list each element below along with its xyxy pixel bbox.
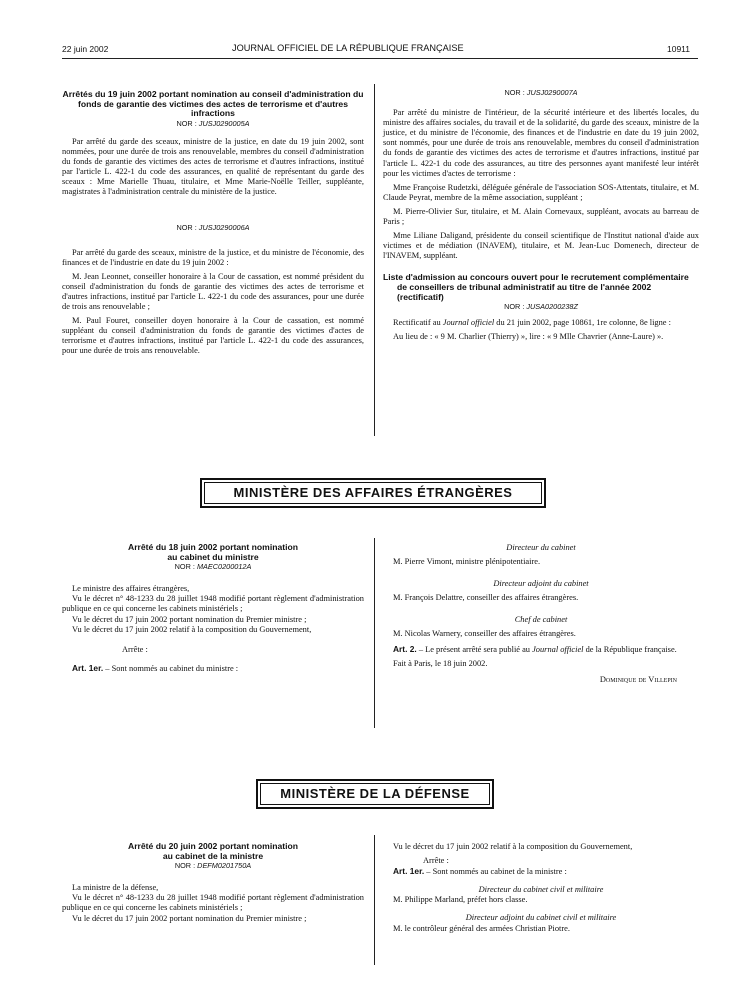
- paragraph: M. Pierre-Olivier Sur, titulaire, et M. Alain Cornevaux, suppléant, avocats au barreau de Paris ;: [383, 206, 699, 227]
- list-title: Liste d'admission au concours ouvert pour le recrutement complémentaire de conseillers de tribunal administratif au titre de l'année 2002 (rectificatif): [383, 272, 689, 302]
- article: Art. 1er. – Sont nommés au cabinet de la ministre :: [393, 866, 567, 877]
- paragraph: Par arrêté du ministre de l'intérieur, de la sécurité intérieure et des libertés locales, du ministre des affaires sociales, du travail et de la solidarité, du garde des sceaux, ministre de la justice, et du ministre de l'économie, des finances et de l'industrie en date du 19 juin 2002, sont nommés, pour une durée de trois ans renouvelable, membres du conseil d'administration du fonds de garantie des victimes des actes de terrorisme et d'autres infractions, institué par l'article L. 422-1 du code des assurances, au titre des personnes ayant manifesté leur intérêt pour les victimes d'actes de terrorisme :: [383, 108, 699, 178]
- header-page-number: 10911: [667, 44, 691, 54]
- section-defense-right: [383, 842, 699, 934]
- section-defense-left: [62, 842, 364, 924]
- ministry-banner: MINISTÈRE DE LA DÉFENSE: [256, 779, 494, 809]
- paragraph: Mme Françoise Rudetzki, déléguée générale de l'association SOS-Attentats, titulaire, et M. Claude Peyrat, membre de la même association, suppléant ;: [383, 182, 699, 202]
- paragraph: M. Jean Leonnet, conseiller honoraire à la Cour de cassation, est nommé président du conseil d'administration du fonds de garantie des victimes des actes de terrorisme et d'autres infractions, institué par l'article L. 422-1 du code des assurances, pour une durée de trois ans renouvelable ;: [62, 271, 364, 311]
- nor-reference: NOR : DEFM0201750A: [174, 861, 252, 871]
- paragraph: Vu le décret du 17 juin 2002 portant nomination du Premier ministre ;: [72, 614, 307, 624]
- paragraph: Au lieu de : « 9 M. Charlier (Thierry) », lire : « 9 Mlle Chavrier (Anne-Laure) ».: [393, 332, 664, 342]
- paragraph: Vu le décret n° 48-1233 du 28 juillet 1948 modifié portant règlement d'administration publique en ce qui concerne les cabinets ministériels ;: [62, 594, 364, 614]
- paragraph: M. Paul Fouret, conseiller doyen honoraire à la Cour de cassation, est nommé suppléant du conseil d'administration du fonds de garantie des victimes d'actes de terrorisme et d'autres infractions, institué par l'article L. 422-1 du code des assurances, pour une durée de trois ans renouvelable.: [62, 316, 364, 356]
- decree-title: Arrêtés du 19 juin 2002 portant nomination au conseil d'administration du fonds de garantie des victimes des actes de terrorisme et d'autres infractions: [62, 89, 364, 119]
- position-heading: Directeur du cabinet civil et militaire: [478, 885, 604, 895]
- position-heading: Directeur adjoint du cabinet civil et militaire: [465, 913, 617, 923]
- paragraph: Arrête :: [122, 644, 148, 654]
- paragraph: Vu le décret du 17 juin 2002 portant nomination du Premier ministre ;: [72, 913, 307, 923]
- paragraph: Rectificatif au Journal officiel du 21 juin 2002, page 10861, 1re colonne, 8e ligne :: [393, 318, 671, 328]
- signature: Dominique de Villepin: [599, 674, 677, 684]
- paragraph: Vu le décret du 17 juin 2002 relatif à la composition du Gouvernement,: [393, 842, 633, 851]
- ministry-banner: MINISTÈRE DES AFFAIRES ÉTRANGÈRES: [200, 478, 546, 508]
- header-date: 22 juin 2002: [62, 44, 109, 54]
- nor-reference: NOR : JUSJ0290006A: [176, 223, 250, 233]
- position-heading: Chef de cabinet: [514, 615, 568, 625]
- position-heading: Directeur adjoint du cabinet: [493, 579, 589, 589]
- nor-reference: NOR : MAEC0200012A: [174, 562, 252, 572]
- decree-title: Arrêté du 18 juin 2002 portant nomination au cabinet du ministre: [128, 542, 298, 562]
- paragraph: Par arrêté du garde des sceaux, ministre de la justice, en date du 19 juin 2002, sont nommées, pour une durée de trois ans renouvelable, membres du conseil d'administration du fonds de garantie des victimes des actes de terrorisme et d'autres infractions, institué par l'article L. 422-1 du code des assurances, en qualité de représentant du garde des sceaux : Mme Marielle Thuau, titulaire, et Mme Marie-Noëlle Teiller, suppléante, magistrates à l'administration centrale du ministère de la justice.: [62, 136, 364, 197]
- paragraph: M. Nicolas Warnery, conseiller des affaires étrangères.: [393, 629, 576, 639]
- paragraph: Vu le décret du 17 juin 2002 relatif à la composition du Gouvernement,: [72, 624, 312, 634]
- paragraph: M. Pierre Vimont, ministre plénipotentiaire.: [393, 557, 541, 567]
- paragraph: Par arrêté du garde des sceaux, ministre de la justice, et du ministre de l'économie, des finances et de l'industrie en date du 19 juin 2002 :: [62, 247, 364, 267]
- column-divider: [374, 84, 375, 436]
- section-foreign-left: [62, 543, 364, 674]
- column-divider: [374, 835, 375, 965]
- paragraph: Mme Liliane Daligand, présidente du conseil scientifique de l'Institut national d'aide aux victimes et de médiation (INAVEM), titulaire, et M. Jean-Luc Domenech, directeur de l'INAVEM, suppléant.: [383, 231, 699, 261]
- paragraph: M. le contrôleur général des armées Christian Piotre.: [393, 923, 570, 933]
- section-justice-right: [383, 88, 699, 342]
- paragraph: Arrête :: [423, 856, 449, 866]
- paragraph: M. Philippe Marland, préfet hors classe.: [393, 895, 528, 905]
- article: Art. 1er. – Sont nommés au cabinet du ministre :: [72, 662, 239, 673]
- nor-reference: NOR : JUSA0200238Z: [504, 302, 578, 312]
- header-journal-title: JOURNAL OFFICIEL DE LA RÉPUBLIQUE FRANÇAISE: [232, 43, 464, 53]
- section-foreign-right: [383, 543, 699, 685]
- nor-reference: NOR : JUSJ0290007A: [504, 88, 578, 97]
- paragraph: M. François Delattre, conseiller des affaires étrangères.: [393, 593, 579, 603]
- column-divider: [374, 538, 375, 728]
- paragraph: La ministre de la défense,: [72, 883, 159, 893]
- position-heading: Directeur du cabinet: [506, 543, 576, 552]
- paragraph: Vu le décret n° 48-1233 du 28 juillet 1948 modifié portant règlement d'administration publique en ce qui concerne les cabinets ministériels ;: [62, 893, 364, 913]
- decree-title: Arrêté du 20 juin 2002 portant nomination au cabinet de la ministre: [128, 841, 298, 861]
- header-rule: [62, 58, 698, 59]
- article: Art. 2. – Le présent arrêté sera publié au Journal officiel de la République française.: [393, 643, 677, 654]
- section-justice-left: [62, 90, 364, 356]
- nor-reference: NOR : JUSJ0290005A: [176, 118, 250, 128]
- paragraph: Le ministre des affaires étrangères,: [72, 584, 190, 594]
- paragraph: Fait à Paris, le 18 juin 2002.: [393, 658, 488, 668]
